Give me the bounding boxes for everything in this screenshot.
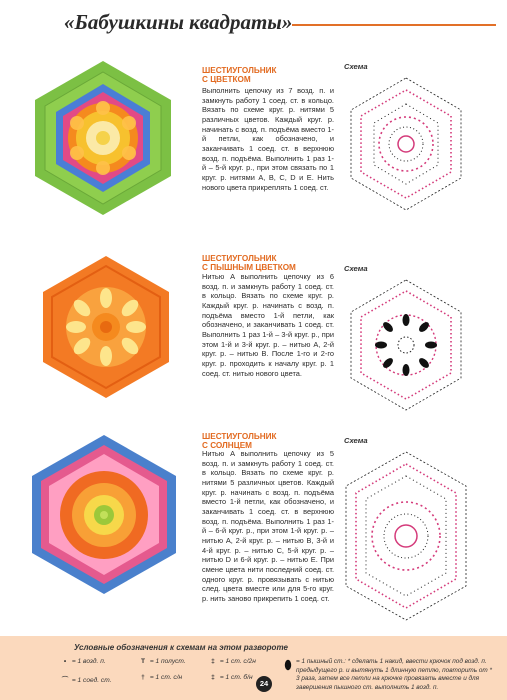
chain-stitch-icon: • bbox=[63, 658, 67, 665]
schema-label: Схема bbox=[344, 62, 368, 71]
section-title: ШЕСТИУГОЛЬНИК С ПЫШНЫМ ЦВЕТКОМ bbox=[202, 254, 296, 273]
legend-panel bbox=[0, 636, 507, 700]
header-rule bbox=[292, 24, 496, 26]
legend-item: • = 1 возд. п. bbox=[60, 658, 106, 665]
hexagon-sun-photo bbox=[28, 432, 180, 597]
puff-stitch-icon bbox=[284, 659, 292, 671]
section-text: Выполнить цепочку из 7 возд. п. и замкнуть работу 1 соед. ст. в кольцо. Вязать по схеме круг. р. нитями 5 различных цветов. Каждый круг. р. начинать с возд. п. подъёма вместо 1-й петли, как обозначено, и заканчивать 1 соед. ст. в верхнюю возд. п. подъёма. Выполнить 1 раз 1-й – 5-й круг. р., при этом связать по 1 круг. р. нитями A, B, C, D и E. Нить нового цвета прикреплять 1 соед. ст. bbox=[202, 86, 334, 192]
page-number: 24 bbox=[256, 676, 272, 692]
schema-diagram-hexagon-flower bbox=[345, 74, 467, 214]
schema-diagram-hexagon-sun bbox=[340, 448, 472, 624]
double-crochet-icon: † bbox=[141, 674, 145, 681]
treble-crochet-icon: ‡ bbox=[211, 658, 215, 665]
section-text: Нитью A выполнить цепочку из 5 возд. п. и замкнуть работу 1 соед. ст. в кольцо. Вязать по схеме круг. р. нитями 5 различных цветов. Каждый круг. р. начинать с возд. п. подъёма вместо 1-й петли, как обозначено, и заканчивать 1 соед. ст. в верхнюю возд. п. подъёма. Выполнить 1 раз 1-й – 6-й круг. р., при этом 1-й круг. р. – нитью A, 2-й круг. р. – нитью B, 3-й и 4-й круг. р. – нитью C, 5-й круг. р. – нитью D и 6-й круг. р. – нитью E. При смене цвета нити последний соед. ст. одного круг. р. провязывать с нитью след. цвета вместе или для 5-го круг. р. нить заново прикрепить 1 соед. ст. bbox=[202, 449, 334, 603]
legend-note: = 1 пышный ст.: * сделать 1 накид, ввести крючок под возд. п. предыдущего р. и вытянуть 1 длинную петлю, повторить от * 3 раза, затем все петли на крючке провязать вместе и для завершения пышного ст. выполнить 1 возд. п. bbox=[296, 658, 492, 691]
legend-item: † = 1 ст. с/н bbox=[138, 674, 182, 681]
legend-item: ⌒ = 1 соед. ст. bbox=[60, 674, 111, 684]
slip-stitch-icon: ⌒ bbox=[61, 677, 69, 684]
half-double-crochet-icon: T bbox=[140, 658, 146, 665]
schema-label: Схема bbox=[344, 436, 368, 445]
page-header bbox=[0, 0, 507, 44]
schema-diagram-hexagon-puff-flower bbox=[345, 276, 467, 414]
section-title: ШЕСТИУГОЛЬНИК С СОЛНЦЕМ bbox=[202, 432, 277, 451]
legend-item: ‡ = 1 ст. б/н bbox=[208, 674, 253, 681]
hexagon-puff-flower-photo bbox=[36, 252, 176, 402]
legend-item: T = 1 полуст. bbox=[138, 658, 186, 665]
section-title: ШЕСТИУГОЛЬНИК С ЦВЕТКОМ bbox=[202, 66, 277, 85]
schema-label: Схема bbox=[344, 264, 368, 273]
page-title: «Бабушкины квадраты» bbox=[64, 10, 293, 34]
legend-title: Условные обозначения к схемам на этом развороте bbox=[74, 643, 288, 652]
hexagon-flower-photo bbox=[28, 58, 178, 218]
legend-item: ‡ = 1 ст. с/2н bbox=[208, 658, 256, 665]
single-crochet-icon: ‡ bbox=[211, 674, 215, 681]
section-text: Нитью A выполнить цепочку из 6 возд. п. и замкнуть работу 1 соед. ст. в кольцо. Вязать по схеме круг. р. Каждый круг. р. начинать с возд. п. подъёма вместо 1-й петли, как обозначено, и заканчивать 1 соед. ст. Выполнить 1 раз 1-й – 3-й круг. р., при этом 1-й и 3-й круг. р. – нитью A, 2-й круг. р. – нитью B. После 1-го и 2-го круг. р. проходить к началу круг. р. 1 соед. ст. нитью нового цвета. bbox=[202, 272, 334, 378]
